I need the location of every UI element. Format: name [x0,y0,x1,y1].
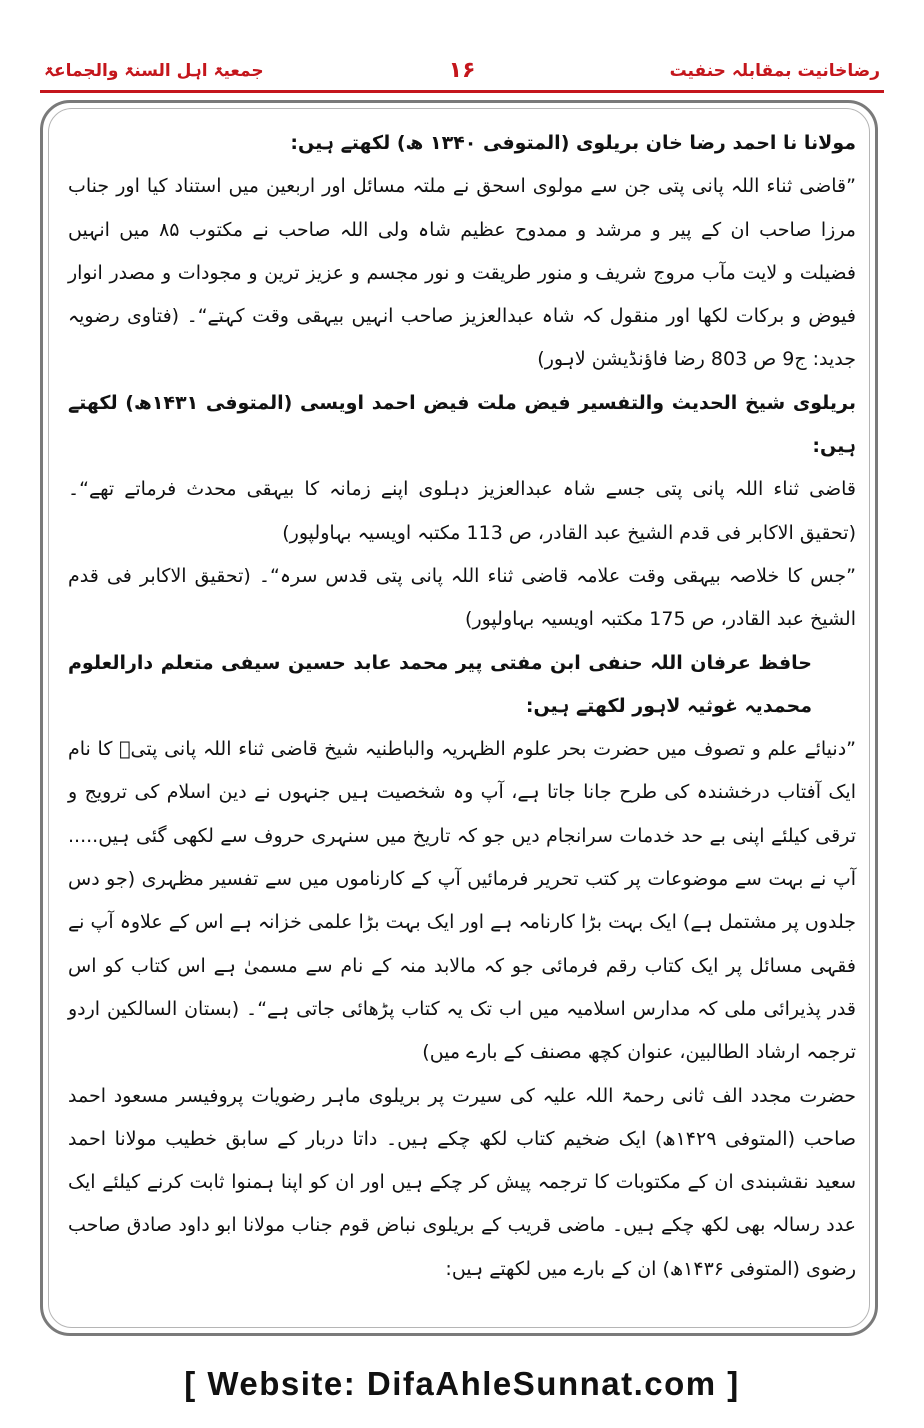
page-body [68,122,856,1291]
quote-tahqiq-2: ”جس کا خلاصہ بیہقی وقت علامہ قاضی ثناء اللہ پانی پتی قدس سرہ“۔ (تحقیق الاکابر فی قدم الشیخ عبد القادر، ص 175 مکتبہ اویسیہ بہاولپور) [68,564,856,631]
quote-tahqiq-1: قاضی ثناء اللہ پانی پتی جسے شاہ عبدالعزیز دہلوی اپنے زمانہ کا بیہقی محدث فرماتے تھے“۔ (تحقیق الاکابر فی قدم الشیخ عبد القادر، ص 113 مکتبہ اویسیہ بہاولپور) [68,478,856,544]
quote-intro-irfanullah: حافظ عرفان اللہ حنفی ابن مفتی پیر محمد عابد حسین سیفی متعلم دارالعلوم محمدیہ غوثیہ لاہور لکھتے ہیں: [68,651,812,717]
paragraph-mujaddid: حضرت مجدد الف ثانی رحمۃ اللہ علیہ کی سیرت پر بریلوی ماہر رضویات پروفیسر مسعود احمد صاحب (المتوفی ۱۴۲۹ھ) ایک ضخیم کتاب لکھ چکے ہیں۔ داتا دربار کے سابق خطیب مولانا احمد سعید نقشبندی ان کے مکتوبات کا ترجمہ پیش کر چکے ہیں اور ان کو اپنا ہمنوا ثابت کرنے کیلئے ایک عدد رسالہ بھی لکھ چکے ہیں۔ ماضی قریب کے بریلوی نباض قوم جناب مولانا ابو داود صادق صاحب رضوی (المتوفی ۱۴۳۶ھ) ان کے بارے میں لکھتے ہیں: [68,1084,856,1280]
page-number: ۱۶ [448,58,476,83]
quote-fatawa-rizwiya: ”قاضی ثناء اللہ پانی پتی جن سے مولوی اسحق نے ملتہ مسائل اور اربعین میں استناد کیا اور جناب مرزا صاحب ان کے پیر و مرشد و ممدوح عظیم شاہ ولی اللہ صاحب نے مکتوب ۸۵ میں انہیں فضیلت و لایت مآب مروج شریف و منور طریقت و نور مجسم و عزیز ترین و مجودات و مصدر انوار فیوض و برکات لکھا اور منقول کہ شاہ عبدالعزیز صاحب انہیں بیہقی وقت کہتے“۔ (فتاوی رضویہ جدید: ج9 ص 803 رضا فاؤنڈیشن لاہور) [68,175,856,371]
header-divider [40,90,884,93]
quote-intro-owaisi: بریلوی شیخ الحدیث والتفسیر فیض ملت فیض احمد اویسی (المتوفی ۱۴۳۱ھ) لکھتے ہیں: [68,391,856,458]
publisher-name: جمعیۃ اہل السنۃ والجماعۃ [44,61,264,81]
website-footer: [ Website: DifaAhleSunnat.com ] [184,1365,740,1402]
quote-bustan-salikin: ”دنیائے علم و تصوف میں حضرت بحر علوم الظہریہ والباطنیہ شیخ قاضی ثناء اللہ پانی پتیؒ کا نام ایک آفتاب درخشندہ کی طرح جانا جاتا ہے، آپ وہ شخصیت ہیں جنہوں نے دین اسلام کی ترویج و ترقی کیلئے اپنی بے حد خدمات سرانجام دیں جو کہ تاریخ میں سنہری حروف سے لکھی گئی ہیں..... آپ نے بہت سے موضوعات پر کتب تحریر فرمائیں آپ کے کارناموں میں سے تفسیر مظہری (جو دس جلدوں پر مشتمل ہے) ایک بہت بڑا کارنامہ ہے اور ایک بہت بڑا علمی خزانہ ہے اس کے علاوہ آپ نے فقہی مسائل پر ایک کتاب رقم فرمائی جو کہ مالابد منہ کے نام سے مسمیٰ ہے اس کتاب کو اس قدر پذیرائی ملی کہ مدارس اسلامیہ میں اب تک یہ کتاب پڑھائی جاتی ہے“۔ (بستان السالکین اردو ترجمہ ارشاد الطالبین، عنوان کچھ مصنف کے بارے میں) [68,738,856,1064]
book-title: رضاخانیت بمقابلہ حنفیت [669,61,880,81]
quote-intro-ahmad-raza: مولانا نا احمد رضا خان بریلوی (المتوفی ۱۳۴۰ ھ) لکھتے ہیں: [290,132,856,154]
